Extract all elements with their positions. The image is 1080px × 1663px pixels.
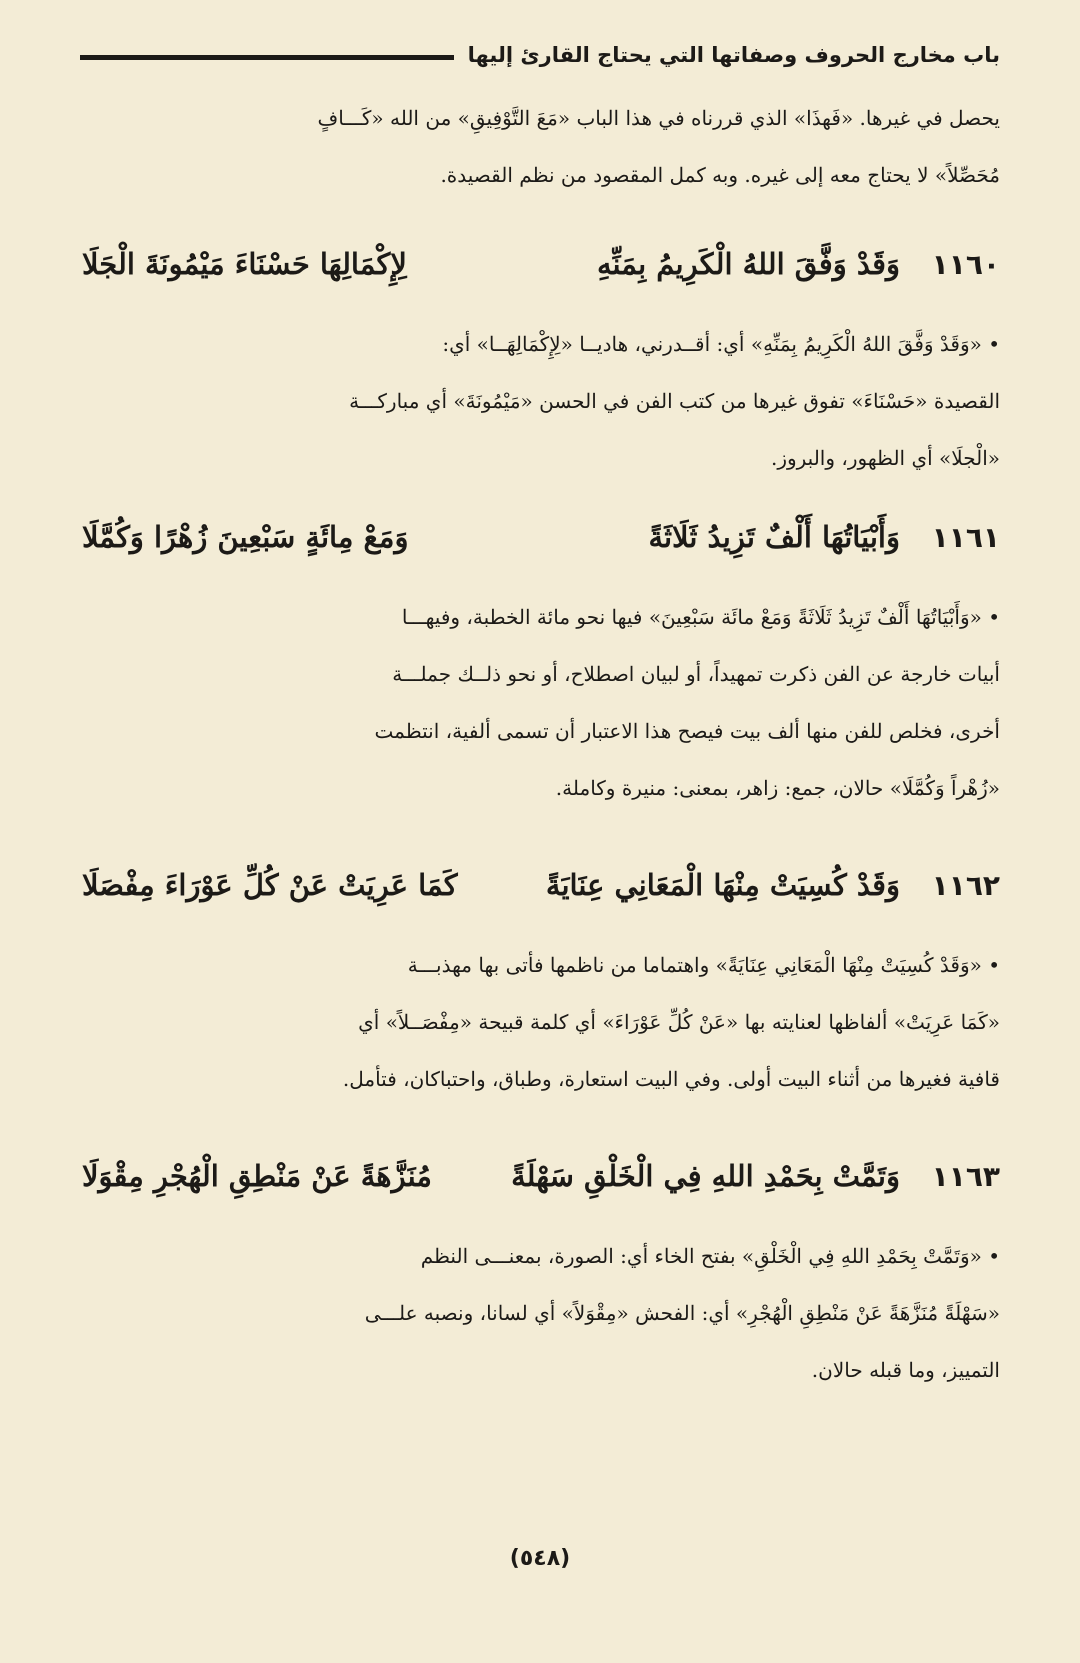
commentary-line: «زُهْراً وَكُمَّلَا» حالان، جمع: زاهر، بمعنى: منيرة وكاملة. — [555, 776, 1000, 800]
verse-1160 — [82, 218, 1000, 310]
page-number: (٥٤٨) — [509, 1546, 571, 1571]
verse-hemistich-second: كَمَا عَرِيَتْ عَنْ كُلِّ عَوْرَاءَ مِفْصَلَا — [82, 868, 458, 902]
verse-hemistich-second: لِإِكْمَالِهَا حَسْنَاءَ مَيْمُونَةَ الْجَلَا — [82, 247, 407, 281]
page-body — [82, 90, 1000, 1399]
commentary-line: • «وَتَمَّتْ بِحَمْدِ اللهِ فِي الْخَلْقِ» بفتح الخاء أي: الصورة، بمعنـــى النظم — [420, 1244, 1000, 1268]
verse-hemistich-first: وَقَدْ وَفَّقَ اللهُ الْكَرِيمُ بِمَنِّهِ — [597, 247, 900, 281]
verse-1161 — [82, 491, 1000, 583]
running-header — [80, 28, 1000, 68]
verse-hemistich-first: وَقَدْ كُسِيَتْ مِنْهَا الْمَعَانِي عِنَايَةً — [545, 868, 900, 902]
intro-line: مُحَصِّلاً» لا يحتاج معه إلى غيره. وبه كمل المقصود من نظم القصيدة. — [440, 163, 1000, 187]
commentary-line: • «وَقَدْ وَفَّقَ اللهُ الْكَرِيمُ بِمَنِّهِ» أي: أقــدرني، هاديــا «لِإِكْمَالِهَــا» أي: — [442, 332, 1000, 356]
verse-1162 — [82, 839, 1000, 931]
verse-number: ١١٦٣ — [931, 1159, 1000, 1193]
chapter-title: باب مخارج الحروف وصفاتها التي يحتاج القارئ إليها — [467, 42, 1000, 67]
verse-number: ١١٦١ — [931, 520, 1000, 554]
verse-number: ١١٦٠ — [931, 247, 1000, 281]
commentary-line: التمييز، وما قبله حالان. — [811, 1358, 1000, 1382]
verse-hemistich-first: وَتَمَّتْ بِحَمْدِ اللهِ فِي الْخَلْقِ سَهْلَةً — [511, 1159, 900, 1193]
commentary-line: • «وَأَبْيَاتُهَا أَلْفٌ تَزِيدُ ثَلَاثَةً وَمَعْ مائَة سَبْعِينَ» فيها نحو مائة الخطبة، وفيهـــا — [401, 605, 1000, 629]
header-rule — [80, 55, 454, 60]
commentary-line: أبيات خارجة عن الفن ذكرت تمهيداً، أو لبيان اصطلاح، أو نحو ذلــك جملـــة — [392, 662, 1000, 686]
intro-line: يحصل في غيرها. «فَهذَا» الذي قررناه في هذا الباب «مَعَ التَّوْفِيقِ» من الله «كَـــافٍ — [317, 106, 1000, 130]
commentary-line: • «وَقَدْ كُسِيَتْ مِنْهَا الْمَعَانِي عِنَايَةً» واهتماما من ناظمها فأتى بها مهذبـــة — [407, 953, 1000, 977]
commentary-line: «سَهْلَةً مُنَزَّهَةً عَنْ مَنْطِقِ الْهُجْرِ» أي: الفحش «مِقْوَلاً» أي لسانا، ونصبه علـــى — [364, 1301, 1000, 1325]
verse-hemistich-second: مُنَزَّهَةً عَنْ مَنْطِقِ الْهُجْرِ مِقْوَلَا — [82, 1159, 432, 1193]
commentary-line: أخرى، فخلص للفن منها ألف بيت فيصح هذا الاعتبار أن تسمى ألفية، انتظمت — [374, 719, 1000, 743]
commentary-line: قافية فغيرها من أثناء البيت أولى. وفي البيت استعارة، وطباق، واحتباكان، فتأمل. — [342, 1067, 1000, 1091]
commentary-line: القصيدة «حَسْنَاءَ» تفوق غيرها من كتب الفن في الحسن «مَيْمُونَةَ» أي مباركـــة — [349, 389, 1000, 413]
verse-number: ١١٦٢ — [931, 868, 1000, 902]
verse-1163 — [82, 1130, 1000, 1222]
verse-hemistich-first: وَأَبْيَاتُهَا أَلْفٌ تَزِيدُ ثَلَاثَةً — [648, 520, 900, 554]
verse-hemistich-second: وَمَعْ مِائَةٍ سَبْعِينَ زُهْرًا وَكُمَّلَا — [82, 520, 409, 554]
commentary-line: «كَمَا عَرِيَتْ» ألفاظها لعنايته بها «عَنْ كُلِّ عَوْرَاءَ» أي كلمة قبيحة «مِفْصَــلاً» أي — [358, 1010, 1000, 1034]
commentary-line: «الْجلَا» أي الظهور، والبروز. — [770, 446, 1000, 470]
